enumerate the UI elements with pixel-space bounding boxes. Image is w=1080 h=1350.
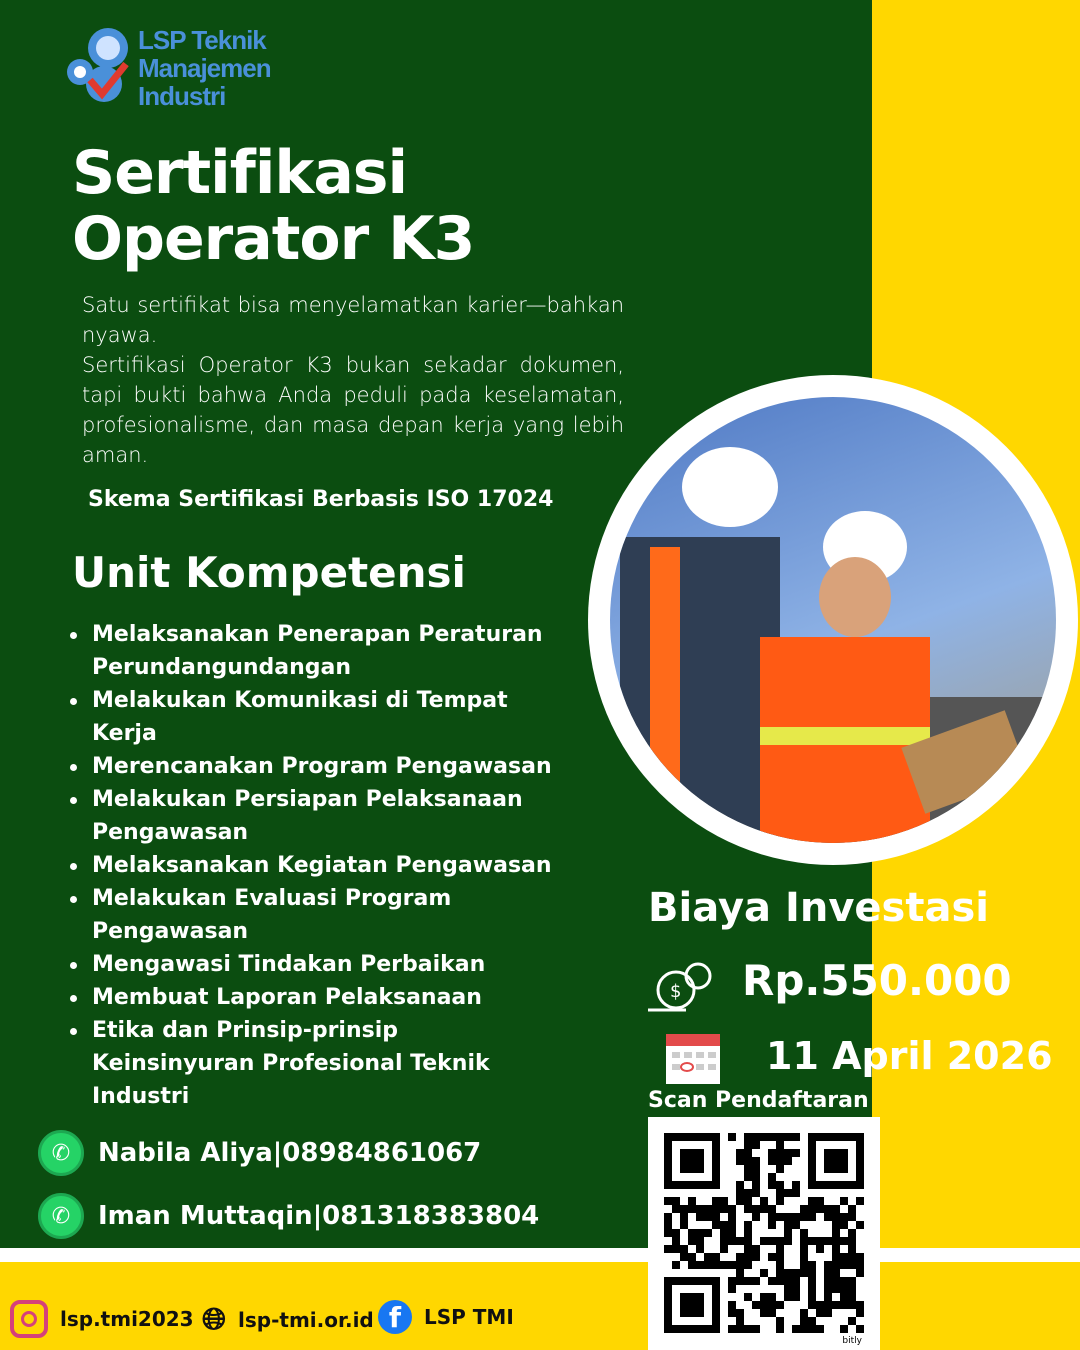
qr-code[interactable]	[648, 1117, 880, 1350]
calendar-icon	[666, 1034, 720, 1084]
money-bag-icon	[646, 958, 714, 1016]
title-line: Operator K3	[72, 204, 475, 274]
list-item: Melaksanakan Penerapan Peraturan Perundangundangan	[68, 618, 568, 684]
description	[82, 290, 624, 470]
event-date: 11 April 2026	[766, 1034, 1053, 1078]
scheme-text: Skema Sertifikasi Berbasis ISO 17024	[88, 487, 554, 512]
svg-text:$: $	[670, 981, 682, 1002]
description-line: Sertifikasi Operator K3 bukan sekadar dokumen, tapi bukti bahwa Anda peduli pada keselamatan, profesionalisme, dan masa depan kerja yang lebih aman.	[82, 353, 624, 467]
logo-line: Industri	[138, 81, 226, 111]
instagram-icon	[10, 1300, 48, 1338]
logo-line: Manajemen	[138, 53, 271, 83]
globe-icon: 🌐︎	[202, 1302, 226, 1337]
list-item: Mengawasi Tindakan Perbaikan	[68, 948, 568, 981]
logo-line: LSP Teknik	[138, 25, 266, 55]
price: Rp.550.000	[742, 956, 1012, 1005]
list-item: Melakukan Evaluasi Program Pengawasan	[68, 882, 568, 948]
facebook-link[interactable]	[378, 1300, 514, 1334]
units-heading: Unit Kompetensi	[72, 548, 466, 597]
logo-gears-icon	[64, 26, 136, 108]
website-url: lsp-tmi.or.id	[238, 1307, 374, 1332]
logo-text	[138, 26, 271, 110]
list-item: Melakukan Persiapan Pelaksanaan Pengawasan	[68, 783, 568, 849]
instagram-handle: lsp.tmi2023	[60, 1307, 194, 1331]
list-item: Melakukan Komunikasi di Tempat Kerja	[68, 684, 568, 750]
list-item: Merencanakan Program Pengawasan	[68, 750, 568, 783]
instagram-link[interactable]	[10, 1300, 194, 1338]
qr-brand: bitly	[842, 1336, 862, 1346]
qr-pattern	[664, 1133, 864, 1333]
facebook-name: LSP TMI	[424, 1305, 514, 1329]
scan-label: Scan Pendaftaran	[648, 1088, 869, 1113]
facebook-icon: f	[378, 1300, 412, 1334]
units-list	[68, 618, 568, 1113]
whatsapp-icon: ✆	[38, 1193, 84, 1239]
fee-heading: Biaya Investasi	[648, 885, 989, 931]
list-item: Membuat Laporan Pelaksanaan	[68, 981, 568, 1014]
title-line: Sertifikasi	[72, 138, 408, 208]
contact-2[interactable]	[38, 1193, 539, 1239]
contact-1[interactable]	[38, 1130, 481, 1176]
list-item: Etika dan Prinsip-prinsip Keinsinyuran Profesional Teknik Industri	[68, 1014, 568, 1113]
contact-text: Iman Muttaqin|081318383804	[98, 1201, 540, 1231]
list-item: Melaksanakan Kegiatan Pengawasan	[68, 849, 568, 882]
page-title	[72, 140, 474, 272]
whatsapp-icon: ✆	[38, 1130, 84, 1176]
contact-text: Nabila Aliya|08984861067	[98, 1138, 482, 1168]
workers-photo	[610, 397, 1056, 843]
website-link[interactable]	[202, 1302, 374, 1337]
description-line: Satu sertifikat bisa menyelamatkan karier—bahkan nyawa.	[82, 293, 624, 347]
divider	[0, 1248, 1080, 1262]
